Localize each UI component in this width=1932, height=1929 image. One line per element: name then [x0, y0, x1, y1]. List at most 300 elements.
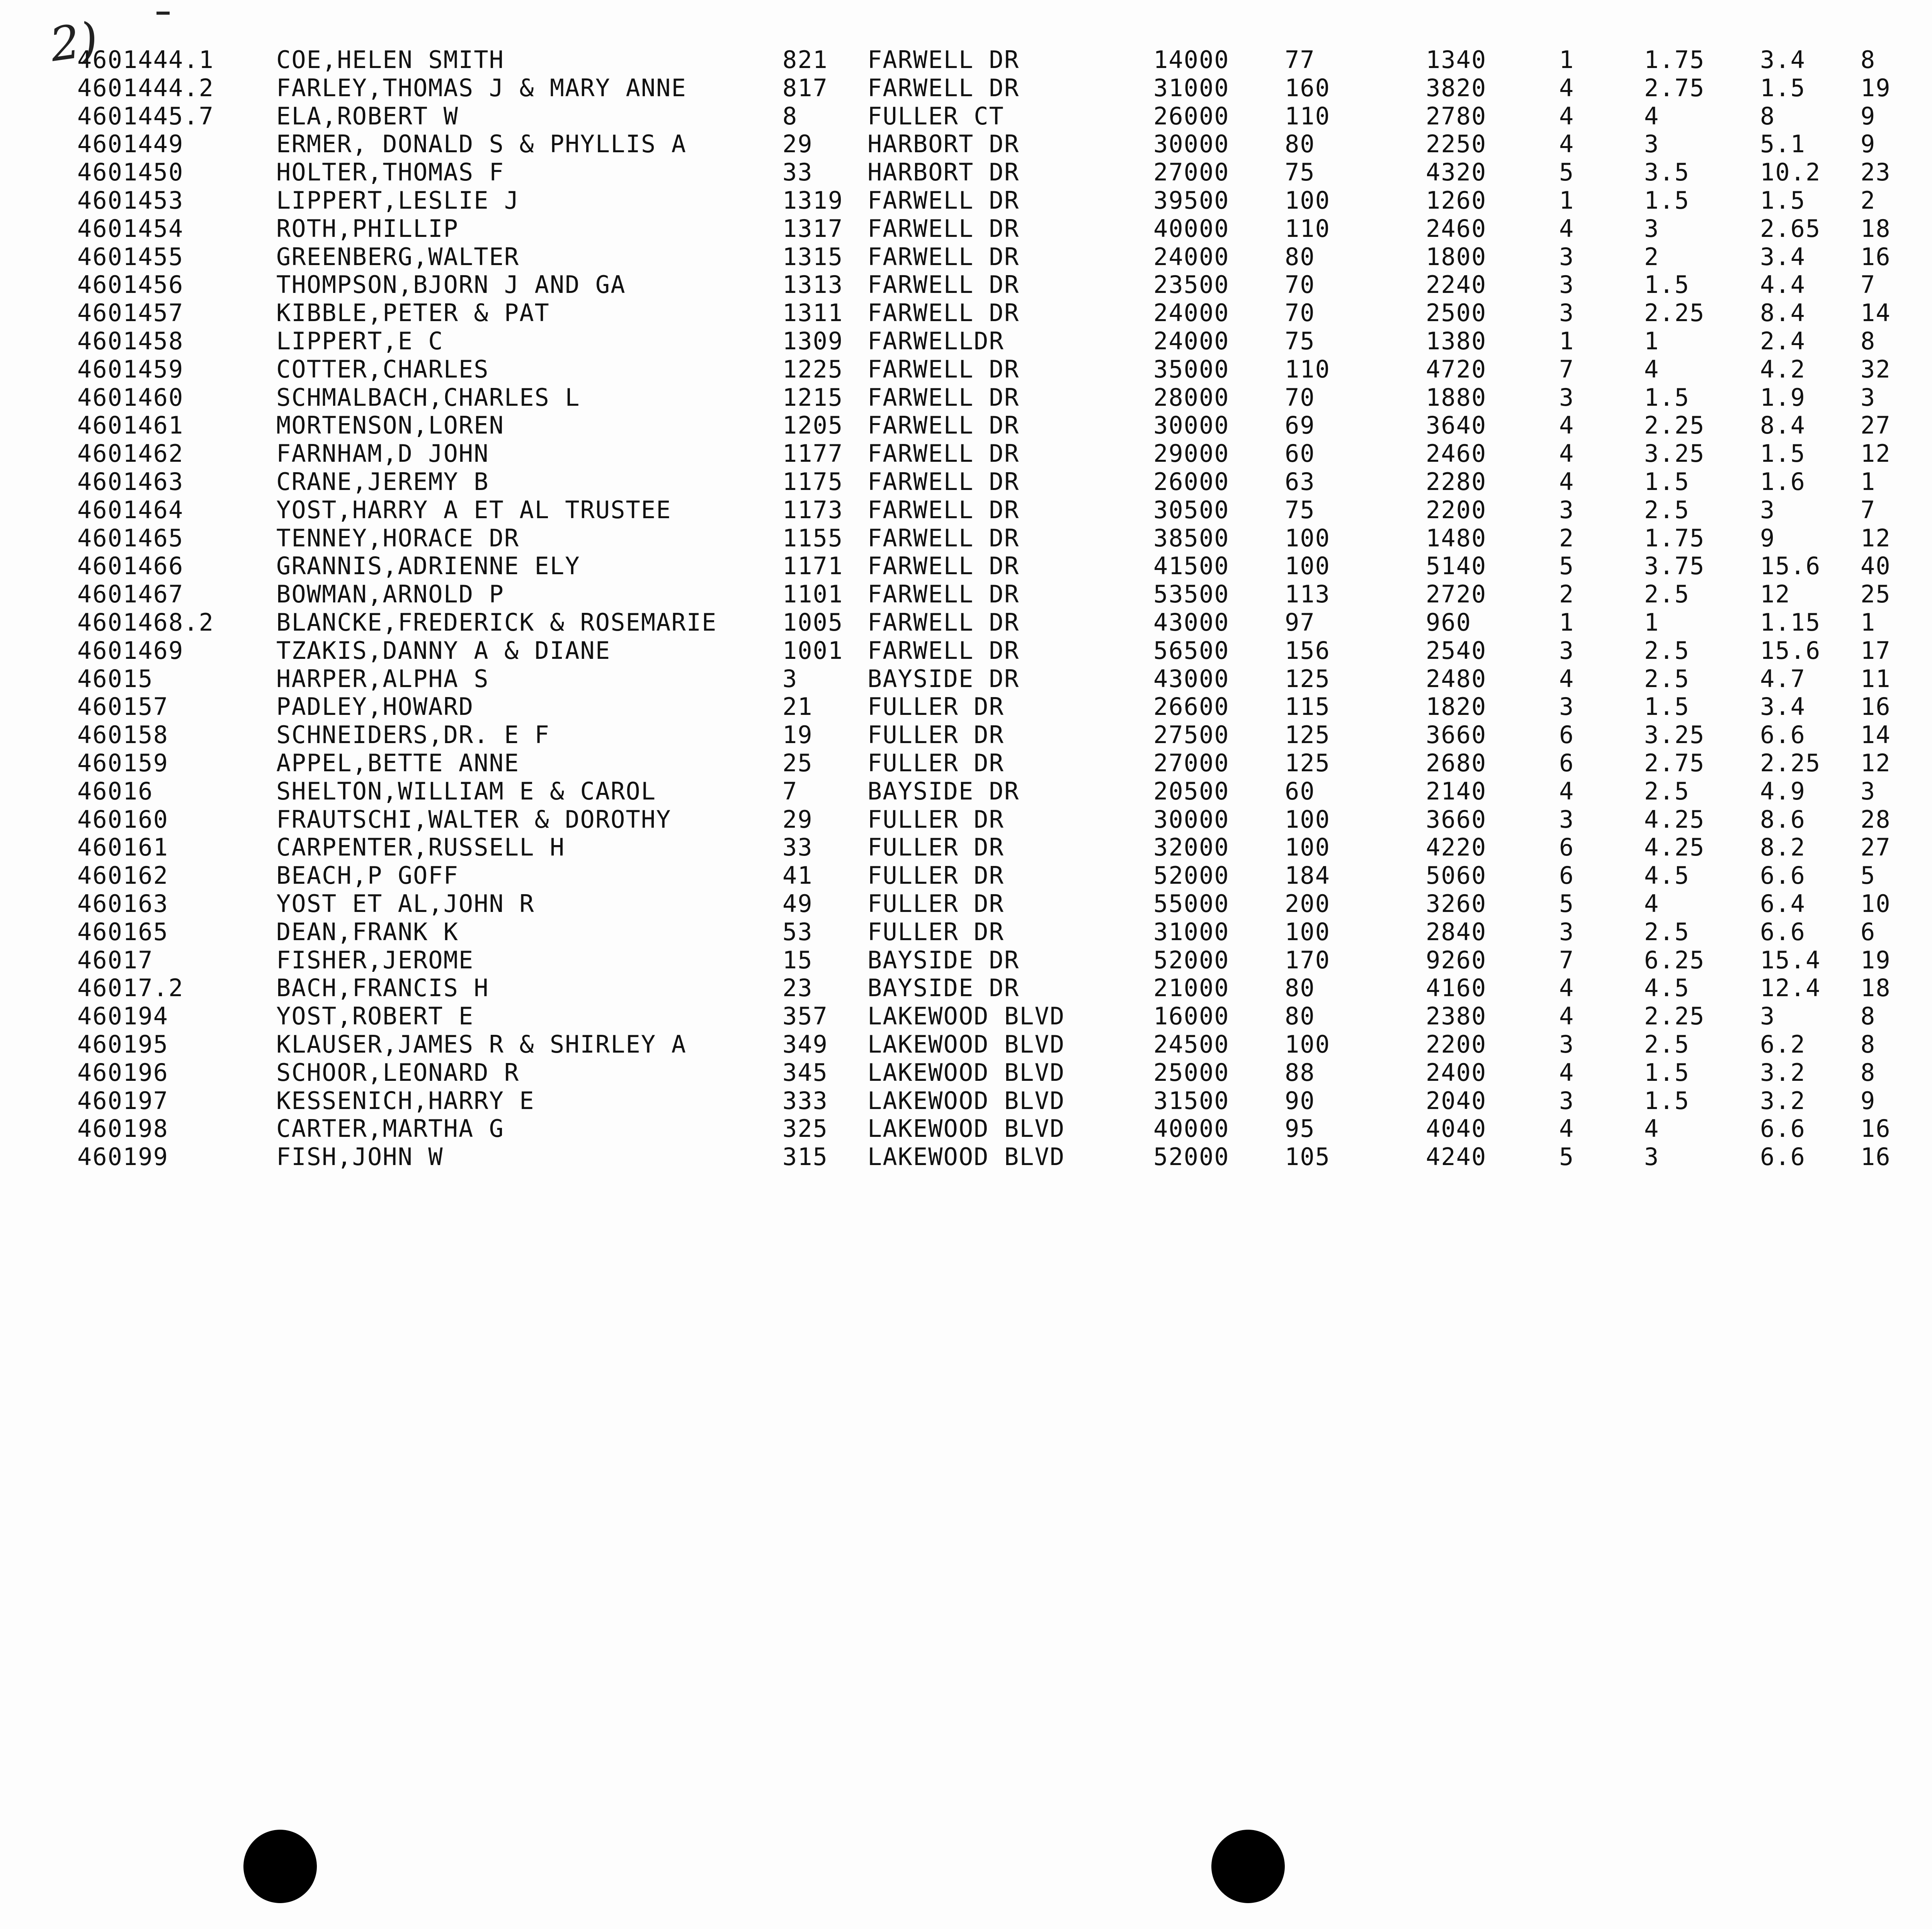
table-row — [0, 1087, 1932, 1115]
cell-units: 27 — [1861, 411, 1891, 440]
cell-rate: 3.4 — [1760, 46, 1806, 74]
cell-units: 8 — [1861, 1058, 1876, 1087]
cell-units: 6 — [1861, 917, 1876, 946]
cell-land-value: 41500 — [1153, 552, 1230, 580]
cell-owner-name: CRANE,JEREMY B — [276, 468, 489, 496]
cell-street-number: 29 — [782, 805, 813, 834]
cell-street-number: 357 — [782, 1002, 828, 1031]
table-row — [0, 130, 1932, 158]
cell-street-number: 1155 — [782, 524, 844, 552]
cell-street-name: FARWELL DR — [867, 608, 1020, 636]
cell-rate: 8.4 — [1760, 299, 1806, 327]
cell-frontage: 75 — [1285, 495, 1315, 524]
cell-units: 3 — [1861, 383, 1876, 412]
cell-parcel-id: 4601465 — [77, 524, 184, 552]
cell-units: 12 — [1861, 749, 1891, 777]
cell-land-value: 32000 — [1153, 833, 1230, 862]
cell-street-name: FARWELLDR — [867, 327, 1004, 355]
cell-count: 3 — [1559, 1086, 1575, 1115]
cell-parcel-id: 4601445.7 — [77, 102, 214, 130]
cell-count: 2 — [1559, 524, 1575, 552]
cell-street-name: FARWELL DR — [867, 636, 1020, 665]
cell-area: 4720 — [1426, 355, 1487, 383]
cell-factor: 1.5 — [1644, 468, 1690, 496]
cell-count: 4 — [1559, 1114, 1575, 1143]
cell-street-number: 3 — [782, 664, 798, 693]
cell-owner-name: YOST,ROBERT E — [276, 1002, 474, 1031]
table-row — [0, 1143, 1932, 1171]
cell-owner-name: THOMPSON,BJORN J AND GA — [276, 270, 626, 299]
cell-units: 19 — [1861, 73, 1891, 102]
cell-units: 18 — [1861, 214, 1891, 243]
cell-owner-name: SCHMALBACH,CHARLES L — [276, 383, 580, 412]
table-row — [0, 496, 1932, 524]
cell-area: 2500 — [1426, 299, 1487, 327]
cell-count: 3 — [1559, 383, 1575, 412]
cell-frontage: 77 — [1285, 46, 1315, 74]
cell-units: 1 — [1861, 608, 1876, 636]
cell-units: 5 — [1861, 861, 1876, 890]
cell-area: 2040 — [1426, 1086, 1487, 1115]
cell-land-value: 30500 — [1153, 495, 1230, 524]
cell-factor: 4 — [1644, 1114, 1660, 1143]
cell-land-value: 26600 — [1153, 692, 1230, 721]
cell-rate: 6.2 — [1760, 1030, 1806, 1058]
cell-count: 4 — [1559, 777, 1575, 805]
cell-area: 2140 — [1426, 777, 1487, 805]
cell-street-name: LAKEWOOD BLVD — [867, 1002, 1065, 1031]
cell-owner-name: KLAUSER,JAMES R & SHIRLEY A — [276, 1030, 687, 1058]
cell-frontage: 69 — [1285, 411, 1315, 440]
cell-rate: 6.6 — [1760, 1143, 1806, 1171]
cell-street-number: 7 — [782, 777, 798, 805]
cell-parcel-id: 460197 — [77, 1086, 168, 1115]
cell-frontage: 184 — [1285, 861, 1330, 890]
cell-street-name: FARWELL DR — [867, 495, 1020, 524]
cell-units: 17 — [1861, 636, 1891, 665]
cell-factor: 4.25 — [1644, 805, 1705, 834]
cell-parcel-id: 4601444.2 — [77, 73, 214, 102]
cell-rate: 8 — [1760, 102, 1776, 130]
cell-area: 2780 — [1426, 102, 1487, 130]
cell-factor: 2.75 — [1644, 749, 1705, 777]
cell-units: 7 — [1861, 270, 1876, 299]
cell-parcel-id: 460162 — [77, 861, 168, 890]
table-row — [0, 580, 1932, 609]
cell-owner-name: PADLEY,HOWARD — [276, 692, 474, 721]
cell-land-value: 24500 — [1153, 1030, 1230, 1058]
cell-street-name: FULLER DR — [867, 861, 1004, 890]
cell-factor: 3.25 — [1644, 721, 1705, 749]
cell-land-value: 20500 — [1153, 777, 1230, 805]
cell-units: 19 — [1861, 946, 1891, 974]
cell-parcel-id: 460163 — [77, 890, 168, 918]
cell-parcel-id: 4601454 — [77, 214, 184, 243]
cell-owner-name: TZAKIS,DANNY A & DIANE — [276, 636, 611, 665]
cell-parcel-id: 4601449 — [77, 130, 184, 158]
cell-area: 4040 — [1426, 1114, 1487, 1143]
cell-rate: 6.6 — [1760, 917, 1806, 946]
cell-count: 4 — [1559, 73, 1575, 102]
cell-land-value: 28000 — [1153, 383, 1230, 412]
cell-rate: 3.4 — [1760, 242, 1806, 271]
cell-units: 32 — [1861, 355, 1891, 383]
cell-street-number: 1001 — [782, 636, 844, 665]
cell-street-number: 1309 — [782, 327, 844, 355]
cell-parcel-id: 4601464 — [77, 495, 184, 524]
cell-frontage: 100 — [1285, 805, 1330, 834]
cell-street-number: 1319 — [782, 186, 844, 214]
cell-area: 4160 — [1426, 974, 1487, 1002]
cell-count: 4 — [1559, 1002, 1575, 1031]
table-row — [0, 74, 1932, 102]
cell-land-value: 24000 — [1153, 327, 1230, 355]
cell-factor: 1.5 — [1644, 692, 1690, 721]
cell-area: 2380 — [1426, 1002, 1487, 1031]
cell-parcel-id: 460198 — [77, 1114, 168, 1143]
cell-count: 4 — [1559, 214, 1575, 243]
cell-rate: 2.65 — [1760, 214, 1821, 243]
cell-rate: 9 — [1760, 524, 1776, 552]
table-row — [0, 552, 1932, 580]
cell-rate: 15.4 — [1760, 946, 1821, 974]
cell-factor: 3 — [1644, 1143, 1660, 1171]
cell-parcel-id: 460158 — [77, 721, 168, 749]
cell-parcel-id: 460199 — [77, 1143, 168, 1171]
table-row — [0, 468, 1932, 496]
cell-area: 4240 — [1426, 1143, 1487, 1171]
cell-frontage: 125 — [1285, 749, 1330, 777]
cell-rate: 1.5 — [1760, 73, 1806, 102]
cell-factor: 2.5 — [1644, 664, 1690, 693]
cell-factor: 1.5 — [1644, 1086, 1690, 1115]
cell-frontage: 63 — [1285, 468, 1315, 496]
table-row — [0, 946, 1932, 975]
cell-factor: 2.5 — [1644, 777, 1690, 805]
cell-street-number: 1311 — [782, 299, 844, 327]
cell-parcel-id: 4601453 — [77, 186, 184, 214]
cell-factor: 2.5 — [1644, 495, 1690, 524]
cell-street-number: 333 — [782, 1086, 828, 1115]
cell-street-number: 821 — [782, 46, 828, 74]
cell-units: 9 — [1861, 102, 1876, 130]
cell-parcel-id: 460161 — [77, 833, 168, 862]
cell-rate: 1.5 — [1760, 439, 1806, 468]
cell-land-value: 55000 — [1153, 890, 1230, 918]
cell-units: 14 — [1861, 721, 1891, 749]
cell-street-number: 21 — [782, 692, 813, 721]
cell-area: 1800 — [1426, 242, 1487, 271]
cell-parcel-id: 4601456 — [77, 270, 184, 299]
cell-frontage: 97 — [1285, 608, 1315, 636]
cell-factor: 2.75 — [1644, 73, 1705, 102]
cell-units: 16 — [1861, 692, 1891, 721]
cell-street-name: FARWELL DR — [867, 242, 1020, 271]
cell-owner-name: FRAUTSCHI,WALTER & DOROTHY — [276, 805, 672, 834]
cell-area: 2840 — [1426, 917, 1487, 946]
cell-rate: 1.5 — [1760, 186, 1806, 214]
cell-street-name: FARWELL DR — [867, 580, 1020, 609]
cell-parcel-id: 460165 — [77, 917, 168, 946]
cell-rate: 4.7 — [1760, 664, 1806, 693]
table-row — [0, 270, 1932, 299]
cell-area: 2460 — [1426, 439, 1487, 468]
cell-frontage: 60 — [1285, 439, 1315, 468]
cell-frontage: 80 — [1285, 130, 1315, 158]
table-row — [0, 1114, 1932, 1143]
cell-units: 3 — [1861, 777, 1876, 805]
cell-street-name: FULLER DR — [867, 721, 1004, 749]
cell-owner-name: CARPENTER,RUSSELL H — [276, 833, 565, 862]
cell-street-name: FULLER DR — [867, 890, 1004, 918]
cell-area: 2680 — [1426, 749, 1487, 777]
cell-owner-name: ELA,ROBERT W — [276, 102, 459, 130]
cell-land-value: 53500 — [1153, 580, 1230, 609]
cell-factor: 4.25 — [1644, 833, 1705, 862]
table-row — [0, 186, 1932, 215]
cell-land-value: 35000 — [1153, 355, 1230, 383]
cell-rate: 12.4 — [1760, 974, 1821, 1002]
cell-land-value: 30000 — [1153, 805, 1230, 834]
cell-area: 1340 — [1426, 46, 1487, 74]
cell-area: 3660 — [1426, 721, 1487, 749]
cell-rate: 8.6 — [1760, 805, 1806, 834]
cell-count: 3 — [1559, 805, 1575, 834]
table-row — [0, 721, 1932, 749]
cell-street-number: 1005 — [782, 608, 844, 636]
cell-street-number: 41 — [782, 861, 813, 890]
cell-count: 4 — [1559, 468, 1575, 496]
cell-owner-name: SCHOOR,LEONARD R — [276, 1058, 520, 1087]
cell-area: 2480 — [1426, 664, 1487, 693]
cell-land-value: 24000 — [1153, 242, 1230, 271]
cell-street-name: FULLER DR — [867, 917, 1004, 946]
cell-count: 5 — [1559, 1143, 1575, 1171]
cell-parcel-id: 4601463 — [77, 468, 184, 496]
cell-area: 2400 — [1426, 1058, 1487, 1087]
cell-frontage: 70 — [1285, 299, 1315, 327]
cell-parcel-id: 460160 — [77, 805, 168, 834]
cell-rate: 3.4 — [1760, 692, 1806, 721]
cell-units: 12 — [1861, 524, 1891, 552]
cell-rate: 6.6 — [1760, 861, 1806, 890]
cell-rate: 5.1 — [1760, 130, 1806, 158]
cell-frontage: 60 — [1285, 777, 1315, 805]
cell-street-number: 1313 — [782, 270, 844, 299]
cell-street-name: FARWELL DR — [867, 355, 1020, 383]
table-row — [0, 608, 1932, 637]
punch-hole-left — [243, 1830, 317, 1903]
cell-owner-name: FISHER,JEROME — [276, 946, 474, 974]
cell-frontage: 80 — [1285, 1002, 1315, 1031]
cell-units: 16 — [1861, 1143, 1891, 1171]
handwritten-dash — [156, 12, 170, 15]
cell-parcel-id: 4601450 — [77, 158, 184, 187]
cell-frontage: 125 — [1285, 664, 1330, 693]
table-row — [0, 918, 1932, 946]
cell-units: 16 — [1861, 242, 1891, 271]
cell-factor: 2.5 — [1644, 580, 1690, 609]
cell-rate: 3 — [1760, 495, 1776, 524]
cell-land-value: 14000 — [1153, 46, 1230, 74]
cell-rate: 15.6 — [1760, 552, 1821, 580]
cell-land-value: 23500 — [1153, 270, 1230, 299]
cell-area: 1820 — [1426, 692, 1487, 721]
punch-hole-center — [1211, 1830, 1285, 1903]
cell-frontage: 100 — [1285, 186, 1330, 214]
cell-count: 1 — [1559, 608, 1575, 636]
cell-street-name: HARBORT DR — [867, 158, 1020, 187]
cell-frontage: 110 — [1285, 214, 1330, 243]
cell-rate: 3 — [1760, 1002, 1776, 1031]
cell-rate: 1.15 — [1760, 608, 1821, 636]
cell-parcel-id: 4601466 — [77, 552, 184, 580]
cell-street-name: LAKEWOOD BLVD — [867, 1114, 1065, 1143]
cell-owner-name: APPEL,BETTE ANNE — [276, 749, 520, 777]
cell-street-name: LAKEWOOD BLVD — [867, 1030, 1065, 1058]
table-row — [0, 974, 1932, 1002]
cell-count: 6 — [1559, 749, 1575, 777]
cell-count: 4 — [1559, 664, 1575, 693]
cell-rate: 4.9 — [1760, 777, 1806, 805]
cell-land-value: 21000 — [1153, 974, 1230, 1002]
cell-parcel-id: 4601469 — [77, 636, 184, 665]
cell-factor: 2.5 — [1644, 1030, 1690, 1058]
cell-area: 1480 — [1426, 524, 1487, 552]
cell-area: 3640 — [1426, 411, 1487, 440]
cell-owner-name: ERMER, DONALD S & PHYLLIS A — [276, 130, 687, 158]
cell-rate: 4.2 — [1760, 355, 1806, 383]
cell-street-number: 1317 — [782, 214, 844, 243]
cell-street-number: 49 — [782, 890, 813, 918]
cell-count: 3 — [1559, 1030, 1575, 1058]
cell-owner-name: GRANNIS,ADRIENNE ELY — [276, 552, 580, 580]
cell-factor: 4 — [1644, 355, 1660, 383]
cell-street-name: FULLER DR — [867, 833, 1004, 862]
cell-street-number: 19 — [782, 721, 813, 749]
cell-parcel-id: 4601467 — [77, 580, 184, 609]
cell-frontage: 88 — [1285, 1058, 1315, 1087]
cell-street-number: 1215 — [782, 383, 844, 412]
cell-frontage: 100 — [1285, 917, 1330, 946]
cell-street-number: 315 — [782, 1143, 828, 1171]
cell-frontage: 80 — [1285, 242, 1315, 271]
cell-parcel-id: 46016 — [77, 777, 153, 805]
cell-land-value: 52000 — [1153, 946, 1230, 974]
cell-owner-name: COE,HELEN SMITH — [276, 46, 504, 74]
cell-area: 4220 — [1426, 833, 1487, 862]
cell-parcel-id: 46017 — [77, 946, 153, 974]
cell-factor: 2.25 — [1644, 411, 1705, 440]
table-row — [0, 861, 1932, 890]
cell-street-number: 15 — [782, 946, 813, 974]
cell-factor: 1.5 — [1644, 270, 1690, 299]
cell-parcel-id: 46017.2 — [77, 974, 184, 1002]
cell-street-name: FARWELL DR — [867, 73, 1020, 102]
cell-owner-name: DEAN,FRANK K — [276, 917, 459, 946]
cell-count: 3 — [1559, 917, 1575, 946]
cell-count: 4 — [1559, 439, 1575, 468]
cell-parcel-id: 4601461 — [77, 411, 184, 440]
cell-parcel-id: 460195 — [77, 1030, 168, 1058]
cell-factor: 3.75 — [1644, 552, 1705, 580]
cell-street-name: LAKEWOOD BLVD — [867, 1086, 1065, 1115]
cell-street-number: 325 — [782, 1114, 828, 1143]
cell-land-value: 27500 — [1153, 721, 1230, 749]
cell-parcel-id: 4601460 — [77, 383, 184, 412]
cell-street-name: FARWELL DR — [867, 383, 1020, 412]
cell-land-value: 30000 — [1153, 411, 1230, 440]
cell-owner-name: HARPER,ALPHA S — [276, 664, 489, 693]
cell-street-name: FARWELL DR — [867, 524, 1020, 552]
cell-frontage: 100 — [1285, 833, 1330, 862]
cell-frontage: 100 — [1285, 552, 1330, 580]
cell-rate: 8.2 — [1760, 833, 1806, 862]
cell-factor: 3.25 — [1644, 439, 1705, 468]
cell-frontage: 110 — [1285, 355, 1330, 383]
cell-rate: 6.6 — [1760, 1114, 1806, 1143]
cell-land-value: 29000 — [1153, 439, 1230, 468]
cell-street-number: 1173 — [782, 495, 844, 524]
cell-factor: 2.5 — [1644, 636, 1690, 665]
cell-units: 8 — [1861, 1002, 1876, 1031]
cell-factor: 4 — [1644, 890, 1660, 918]
cell-street-name: FARWELL DR — [867, 214, 1020, 243]
cell-land-value: 24000 — [1153, 299, 1230, 327]
cell-owner-name: LIPPERT,E C — [276, 327, 444, 355]
cell-street-number: 817 — [782, 73, 828, 102]
cell-land-value: 43000 — [1153, 608, 1230, 636]
table-row — [0, 805, 1932, 834]
cell-street-number: 1205 — [782, 411, 844, 440]
cell-land-value: 38500 — [1153, 524, 1230, 552]
cell-land-value: 25000 — [1153, 1058, 1230, 1087]
cell-factor: 1 — [1644, 327, 1660, 355]
table-row — [0, 665, 1932, 693]
table-row — [0, 749, 1932, 777]
cell-land-value: 39500 — [1153, 186, 1230, 214]
cell-street-name: FARWELL DR — [867, 468, 1020, 496]
cell-units: 14 — [1861, 299, 1891, 327]
cell-land-value: 43000 — [1153, 664, 1230, 693]
cell-street-number: 1315 — [782, 242, 844, 271]
cell-street-number: 345 — [782, 1058, 828, 1087]
cell-land-value: 27000 — [1153, 158, 1230, 187]
cell-owner-name: FARNHAM,D JOHN — [276, 439, 489, 468]
cell-street-name: FARWELL DR — [867, 552, 1020, 580]
cell-area: 2200 — [1426, 495, 1487, 524]
cell-area: 3260 — [1426, 890, 1487, 918]
table-row — [0, 355, 1932, 384]
cell-street-number: 33 — [782, 833, 813, 862]
cell-owner-name: BOWMAN,ARNOLD P — [276, 580, 504, 609]
table-row — [0, 833, 1932, 862]
cell-count: 3 — [1559, 692, 1575, 721]
cell-street-name: FARWELL DR — [867, 270, 1020, 299]
cell-street-name: FULLER DR — [867, 692, 1004, 721]
cell-area: 9260 — [1426, 946, 1487, 974]
cell-units: 16 — [1861, 1114, 1891, 1143]
cell-land-value: 40000 — [1153, 1114, 1230, 1143]
cell-count: 3 — [1559, 242, 1575, 271]
cell-frontage: 110 — [1285, 102, 1330, 130]
cell-land-value: 40000 — [1153, 214, 1230, 243]
cell-units: 28 — [1861, 805, 1891, 834]
cell-count: 4 — [1559, 974, 1575, 1002]
cell-area: 2240 — [1426, 270, 1487, 299]
cell-factor: 3 — [1644, 214, 1660, 243]
cell-land-value: 26000 — [1153, 468, 1230, 496]
